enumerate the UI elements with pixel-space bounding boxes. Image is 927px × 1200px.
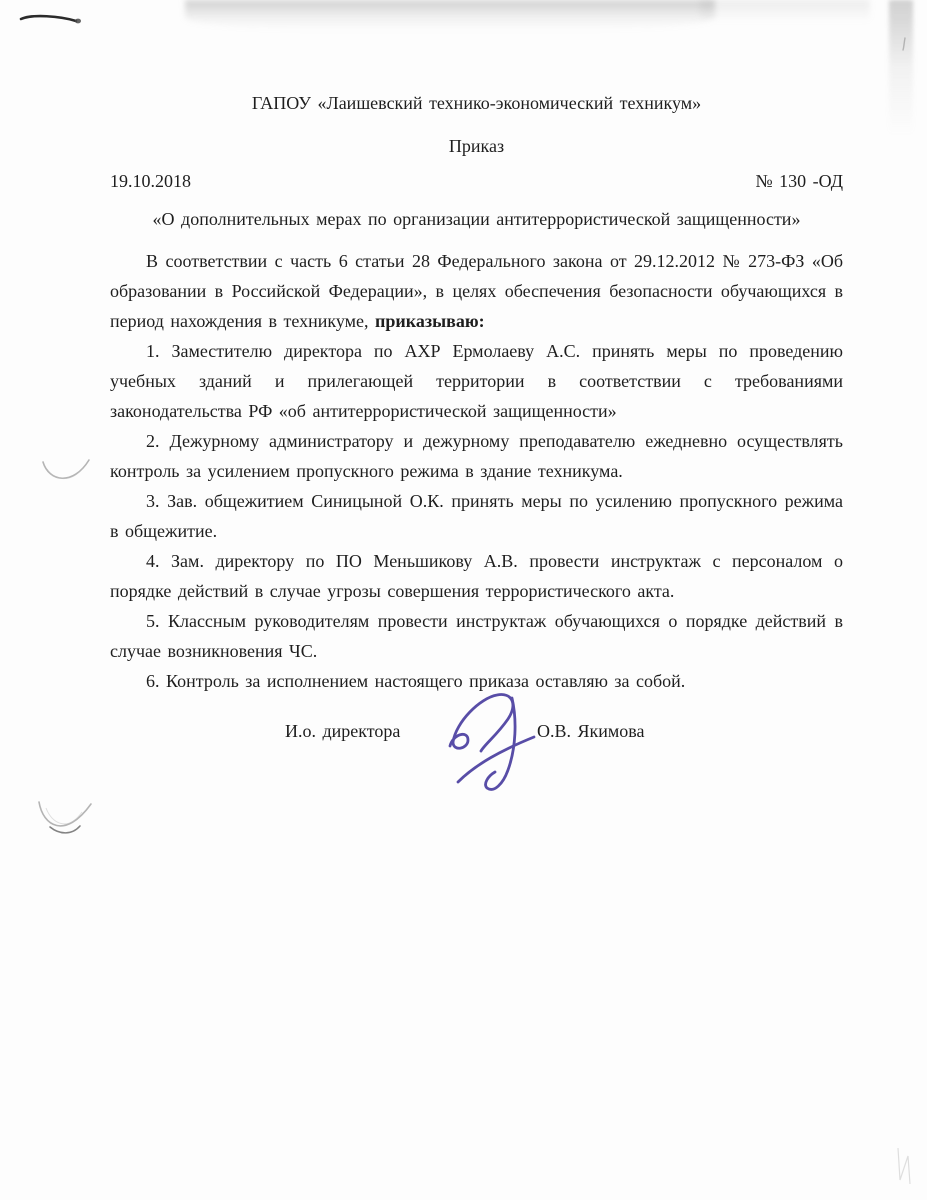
document-subject: «О дополнительных мерах по организации антитеррористической защищенности» [152, 209, 801, 229]
organization-name: ГАПОУ «Лаишевский технико-экономический техникум» [251, 93, 702, 113]
signer-position: И.о. директора [285, 721, 401, 741]
document-date: 19.10.2018 [110, 171, 191, 191]
order-item-5: 5. Классным руководителям провести инструктаж обучающихся о порядке действий в случае возникновения ЧС. [110, 611, 843, 661]
order-item-4: 4. Зам. директору по ПО Меньшикову А.В. провести инструктаж с персоналом о порядке действий в случае угрозы совершения террористического акта. [110, 551, 843, 601]
preamble-text: В соответствии с часть 6 статьи 28 Федерального закона от 29.12.2012 № 273-ФЗ «Об образовании в Российской Федерации», в целях обеспечения безопасности обучающихся в период нахождения в техникуме, [110, 251, 843, 331]
speck-mark-icon [894, 1146, 916, 1186]
order-item-6: 6. Контроль за исполнением настоящего приказа оставляю за собой. [146, 671, 686, 691]
signature-autograph-icon [440, 688, 552, 800]
order-verb-bold: приказываю: [375, 311, 485, 331]
signature-block [110, 708, 843, 838]
order-item-1: 1. Заместителю директора по АХР Ермолаеву А.С. принять меры по проведению учебных зданий и прилегающей территории в соответствии с требованиями законодательства РФ «об антитеррористической защищенности» [110, 341, 843, 421]
document-type-title: Приказ [448, 136, 505, 156]
order-item-2: 2. Дежурному администратору и дежурному преподавателю ежедневно осуществлять контроль за усилением пропускного режима в здание техникума. [110, 431, 843, 481]
signer-name: О.В. Якимова [537, 721, 645, 741]
date-number-row [110, 166, 843, 196]
document-number: № 130 -ОД [755, 171, 843, 191]
order-preamble [110, 246, 843, 336]
order-item-3: 3. Зав. общежитием Синицыной О.К. принять меры по усилению пропускного режима в общежитие. [110, 491, 843, 541]
